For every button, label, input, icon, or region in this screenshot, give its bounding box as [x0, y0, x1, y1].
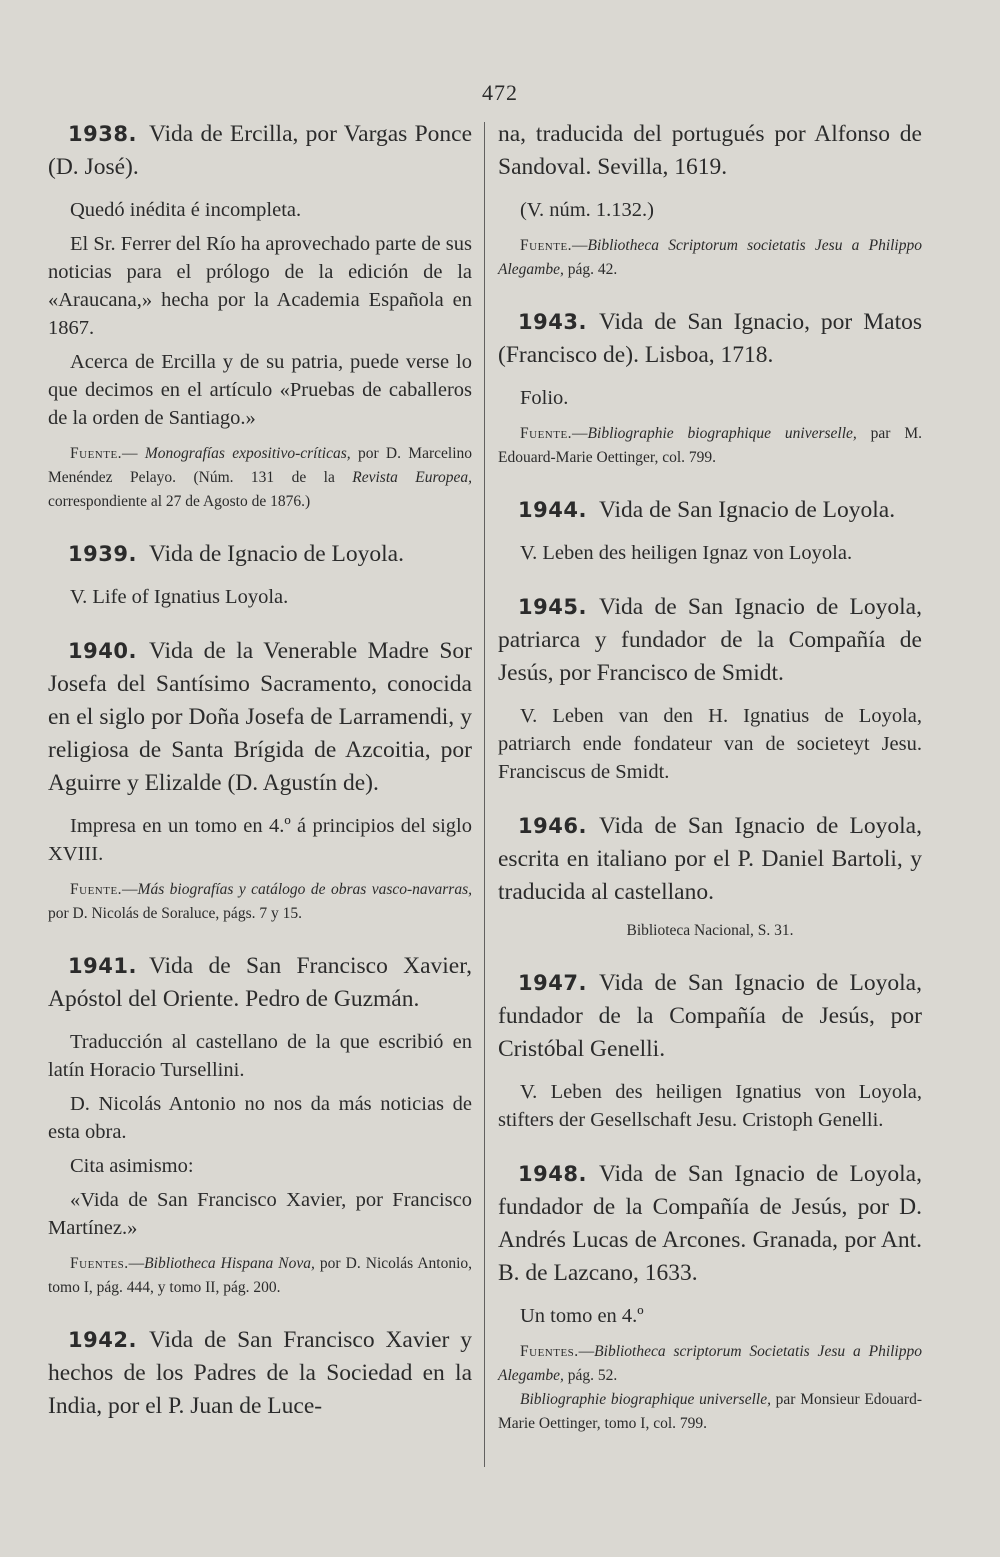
- entry-title: [48, 538, 472, 571]
- entry-number: 1946.: [518, 814, 587, 838]
- entry-paragraph: Traducción al castellano de la que escribió en latín Horacio Tursellini.: [48, 1031, 472, 1081]
- entry-title: [48, 118, 472, 184]
- source-dash: —: [572, 237, 588, 254]
- entry-number: 1941.: [68, 954, 137, 978]
- entry-number: 1944.: [518, 498, 587, 522]
- entry-title: [498, 1158, 922, 1290]
- entry-number: 1942.: [68, 1328, 137, 1352]
- entry-title-text: Vida de San Ignacio de Loyola, escrita en italiano por el P. Daniel Bartoli, y traducida al castellano.: [498, 813, 922, 905]
- entry-title-text: Vida de la Venerable Madre Sor Josefa del Santísimo Sacramento, conocida en el siglo por Doña Josefa de Larramendi, y religiosa de Santa Brígida de Azcoitia, por Aguirre y Elizalde (D. Agustín de).: [48, 638, 472, 796]
- entry-paragraph: Impresa en un tomo en 4.º á principios del siglo XVIII.: [48, 815, 472, 865]
- entry-source: [48, 878, 472, 926]
- entry-1947: [498, 967, 922, 1134]
- entry-paragraph: Folio.: [520, 387, 569, 409]
- source-dash: —: [572, 425, 588, 442]
- entry-title-text: Vida de San Ignacio de Loyola, fundador de la Compañía de Jesús, por Cristóbal Genelli.: [498, 970, 922, 1062]
- source-dash: —: [578, 1343, 595, 1360]
- entry-paragraph: El Sr. Ferrer del Río ha aprovechado parte de sus noticias para el prólogo de la edición de la «Araucana,» hecha por la Academia Española en 1867.: [48, 233, 472, 339]
- source-work: Bibliotheca Scriptorum societatis Jesu a Philippo Alegambe,: [498, 237, 922, 278]
- entry-paragraph: «Vida de San Francisco Xavier, por Francisco Martínez.»: [48, 1189, 472, 1239]
- entry-source-secondary: [498, 1388, 922, 1436]
- source-label: Fuente.: [520, 425, 573, 442]
- entry-paragraph: Cita asimismo:: [70, 1155, 194, 1177]
- source-label: Fuente.: [70, 881, 123, 898]
- source-detail: por D. Nicolás de Soraluce, págs. 7 y 15.: [48, 905, 302, 922]
- entry-1946: [498, 810, 922, 943]
- source-label: Fuente.: [70, 445, 123, 462]
- entry-1945: [498, 591, 922, 786]
- source-work: Bibliographie biographique universelle,: [587, 425, 857, 442]
- entry-source: [498, 422, 922, 470]
- entry-paragraph: Quedó inédita é incompleta.: [70, 199, 302, 221]
- entry-title-text: Vida de San Ignacio de Loyola.: [598, 497, 896, 523]
- entry-paragraph: Un tomo en 4.º: [520, 1305, 644, 1327]
- entry-title: [498, 591, 922, 690]
- entry-number: 1939.: [68, 542, 137, 566]
- entry-paragraph: Acerca de Ercilla y de su patria, puede verse lo que decimos en el artículo «Pruebas de caballeros de la orden de Santiago.»: [48, 351, 472, 429]
- entry-paragraph: V. Leben des heiligen Ignaz von Loyola.: [520, 542, 853, 564]
- entry-title-text: Vida de Ercilla, por Vargas Ponce (D. José).: [48, 121, 472, 180]
- source-dash: —: [122, 881, 138, 898]
- entry-1938: [48, 118, 472, 514]
- entry-1939: [48, 538, 472, 611]
- entry-1940: [48, 635, 472, 926]
- entry-number: 1948.: [518, 1162, 587, 1186]
- source-work: Más biografías y catálogo de obras vasco-navarras,: [137, 881, 472, 898]
- source-work: Revista Europea,: [352, 469, 472, 486]
- entry-1942-continued: [498, 118, 922, 282]
- source-detail: pág. 52.: [563, 1367, 618, 1384]
- entry-1941: [48, 950, 472, 1300]
- source-detail: por D. Marcelino Menéndez Pelayo. (Núm. 131 de la: [48, 445, 472, 486]
- source-label: Fuentes.: [70, 1255, 129, 1272]
- column-divider: [484, 122, 485, 1467]
- entry-title: [498, 810, 922, 909]
- source-detail: par Monsieur Edouard-Marie Oettinger, tomo I, col. 799.: [498, 1391, 922, 1432]
- entry-title: [48, 635, 472, 800]
- entry-title-text: Vida de San Ignacio de Loyola, fundador de la Compañía de Jesús, por D. Andrés Lucas de Arcones. Granada, por Ant. B. de Lazcano, 1633.: [498, 1161, 922, 1286]
- entry-title-text: Vida de San Francisco Xavier, Apóstol del Oriente. Pedro de Guzmán.: [48, 953, 472, 1012]
- source-dash: —: [128, 1255, 145, 1272]
- page-number: 472: [482, 80, 518, 105]
- entry-paragraph: (V. núm. 1.132.): [520, 199, 655, 221]
- source-detail: correspondiente al 27 de Agosto de 1876.): [48, 493, 311, 510]
- entry-number: 1943.: [518, 310, 587, 334]
- source-label: Fuente.: [520, 237, 573, 254]
- source-detail: por D. Nicolás Antonio, tomo I, pág. 444, y tomo II, pág. 200.: [48, 1255, 473, 1296]
- entry-source: [498, 1340, 922, 1388]
- entry-title: [498, 306, 922, 372]
- entry-title-continued: na, traducida del portugués por Alfonso de Sandoval. Sevilla, 1619.: [498, 121, 922, 180]
- source-work: Monografías expositivo-críticas,: [144, 445, 351, 462]
- entry-title-text: Vida de San Ignacio, por Matos (Francisco de). Lisboa, 1718.: [498, 309, 922, 368]
- entry-title-text: Vida de San Ignacio de Loyola, patriarca y fundador de la Compañía de Jesús, por Francisco de Smidt.: [498, 594, 922, 686]
- source-detail: par M. Edouard-Marie Oettinger, col. 799.: [498, 425, 922, 466]
- source-work: Bibliotheca scriptorum Societatis Jesu a Philippo Alegambe,: [498, 1343, 922, 1384]
- entry-number: 1938.: [68, 122, 137, 146]
- entry-1942: [48, 1324, 472, 1423]
- entry-1943: [498, 306, 922, 470]
- source-work: Bibliographie biographique universelle,: [520, 1391, 771, 1408]
- entry-1948: [498, 1158, 922, 1436]
- entry-title: [498, 494, 922, 527]
- source-label: Fuentes.: [520, 1343, 579, 1360]
- entry-title: [48, 950, 472, 1016]
- entry-paragraph: V. Leben van den H. Ignatius de Loyola, patriarch ende fondateur van de societeyt Jesu. Franciscus de Smidt.: [498, 705, 922, 783]
- entry-number: 1940.: [68, 639, 137, 663]
- entry-source: [48, 442, 472, 514]
- right-column: [498, 118, 922, 1460]
- source-detail: pág. 42.: [563, 261, 618, 278]
- source-dash: —: [122, 445, 145, 462]
- left-column: [48, 118, 472, 1447]
- entry-source: [48, 1252, 472, 1300]
- entry-title: [48, 1324, 472, 1423]
- entry-source: [498, 234, 922, 282]
- entry-paragraph: V. Leben des heiligen Ignatius von Loyola, stifters der Gesellschaft Jesu. Cristoph Genelli.: [498, 1081, 922, 1131]
- entry-paragraph: V. Life of Ignatius Loyola.: [70, 586, 289, 608]
- entry-1944: [498, 494, 922, 567]
- entry-title: [498, 967, 922, 1066]
- entry-title-text: Vida de San Francisco Xavier y hechos de los Padres de la Sociedad en la India, por el P. Juan de Luce-: [48, 1327, 472, 1419]
- entry-location: Biblioteca Nacional, S. 31.: [626, 922, 794, 939]
- entry-number: 1945.: [518, 595, 587, 619]
- entry-number: 1947.: [518, 971, 587, 995]
- source-work: Bibliotheca Hispana Nova,: [144, 1255, 315, 1272]
- entry-paragraph: D. Nicolás Antonio no nos da más noticias de esta obra.: [48, 1093, 472, 1143]
- entry-title-text: Vida de Ignacio de Loyola.: [148, 541, 404, 567]
